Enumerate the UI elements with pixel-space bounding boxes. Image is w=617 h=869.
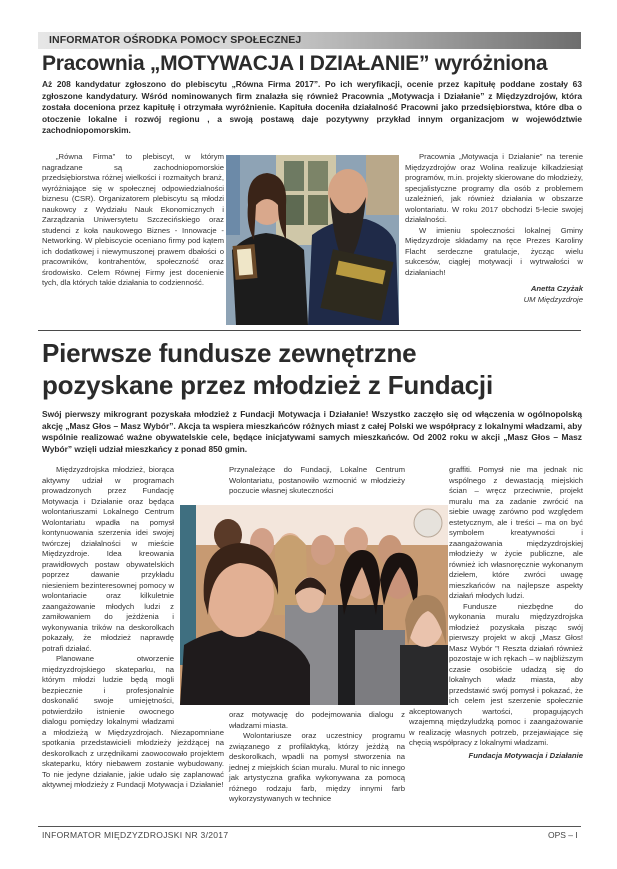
- article1-photo: [226, 155, 399, 325]
- article2-column-2-top: [229, 465, 405, 497]
- footer-divider: [38, 826, 581, 827]
- signature-name: Anetta Czyżak: [530, 284, 583, 293]
- signature-org: UM Międzyzdroje: [523, 294, 583, 304]
- article2-col1-paragraph-2: Planowane otworzenie międzyzdrojskiego skateparku, na którym młodzi ludzie będą mogli bezpiecznie i profesjonalnie doskonalić swoje umiejętności, potwierdziło istnienie owocnego dialogu pomiędzy lokalnymi władzami a młodzieżą w Międzyzdrojach. Niezapomniane spotkania przedstawicieli młodzieży jeżdżącej na deskorolkach z urzędnikami zaowocowało projektem skateparku, który niebawem zostanie wybudowany. To nie jedyne działanie, jakie udało się zaplanować aktywnej młodzieży z Fundacji Motywacja i Działanie!: [42, 654, 224, 789]
- signature-org: Fundacja Motywacja i Działanie: [468, 750, 583, 760]
- article2-col2-bottom-paragraph-1: oraz motywację do podejmowania dialogu z władzami miasta.: [229, 710, 405, 730]
- article2-col2-top-text: Przynależące do Fundacji, Lokalne Centrum Wolontariatu, postanowiło wzmocnić w młodzieży poczucie własnej skuteczności: [229, 465, 405, 495]
- article2-col2-bottom-paragraph-2: Wolontariusze oraz uczestnicy programu związanego z profilaktyką, którzy jeżdżą na deskorolkach, wpadli na pomysł stworzenia na jednej z miejskich ścian muralu. Mural to nic innego jak artystyczna grafika wykonywana za pomocą różnego rodzaju farb, między innymi farb wykorzystywanych w technice: [229, 731, 405, 803]
- article2-title-line1: Pierwsze fundusze zewnętrzne: [42, 338, 417, 368]
- article2-column-2-bottom: [229, 710, 405, 805]
- article2-col3-paragraph-1: graffiti. Pomysł nie ma jednak nic wspólnego z dewastacją miejskich ścian – wręcz przeciwnie, projekt muralu ma za zadanie zwrócić na siebie uwagę zarówno pod względem estetycznym, ale i treści – ma on być symbolem kreatywności i zaangażowania międzyzdrojskiej młodzieży w życie publiczne, ale również ich własnoręcznie wykonanym dziełem, które zwróci uwagę mieszkańców na najlepsze aspekty działań młodych ludzi.: [449, 465, 583, 600]
- article1-right-paragraph-1: Pracownia „Motywacja i Działanie” na terenie Międzyzdrojów oraz Wolina realizuje kilkadziesiąt programów, m.in. projekty skierowane do młodzieży, specjalistyczne programy dla osób z problemem uzależnień, jak również działania w obszarze wolontariatu. W roku 2017 obchodzi 5-lecie swojej działalności.: [405, 152, 583, 224]
- footer-page-number: OPS – I: [548, 830, 578, 840]
- footer-publication: INFORMATOR MIĘDZYZDROJSKI NR 3/2017: [42, 830, 229, 840]
- article1-left-paragraph: „Równa Firma” to plebiscyt, w którym nagradzane są zachodniopomorskie przedsiębiorstwa różnej wielkości i rozmaitych branż, wyróżniające się w społecznej odpowiedzialności biznesu (CSR). Organizatorem plebiscytu są młodzi naukowcy z Wydziału Nauk Ekonomicznych i Zarządzania Uniwersytetu Szczecińskiego oraz studenci z koła naukowego Biznes - Innowacje - Networking. W plebiscycie oceniano firmy pod kątem ich dodatkowej i niewymuszonej prawem dbałości o pracowników, kontrahentów, społeczność oraz środowisko. Celem Równej Firmy jest docenienie tych, dla których takie działania to codzienność.: [42, 152, 224, 287]
- article2-title: [42, 337, 587, 401]
- section-label: INFORMATOR OŚRODKA POMOCY SPOŁECZNEJ: [49, 34, 302, 46]
- youth-group-selfie-photo-icon: [180, 505, 448, 705]
- article1-column-left: [42, 152, 224, 289]
- article1-signature: [405, 284, 583, 305]
- article1-right-paragraph-2: W imieniu społeczności lokalnej Gminy Międzyzdroje składamy na ręce Prezes Karoliny Flacht serdeczne gratulacje, życząc wielu sukcesów, ciągłej motywacji i wytrwałości w działaniach!: [405, 225, 583, 277]
- article1-title: Pracownia „MOTYWACJA I DZIAŁANIE” wyróżniona: [42, 52, 548, 75]
- article2-col3-paragraph-2: Fundusze niezbędne do wykonania muralu międzyzdrojska młodzież pozyskała pisząc swój pierwszy projekt w akcji „Masz Głos! Masz Wybór ”! Reszta działań również pozostaje w ich rękach – w najbliższym czasie osobiście udadzą się do lokalnych władz miasta, aby przedstawić swój pomysł i pokazać, że ich celem jest szerzenie społecznie akceptowanych wartości, propagujących wzajemną międzyludzką pomoc i zaangażowanie w realizację własnych potrzeb, przejawiające się chęcią współpracy z lokalnymi władzami.: [409, 601, 583, 747]
- award-winners-photo-icon: [226, 155, 399, 325]
- article2-title-line2: pozyskane przez młodzież z Fundacji: [42, 370, 493, 400]
- article2-photo: [180, 505, 448, 705]
- article1-column-right: [405, 152, 583, 305]
- article2-signature: [409, 751, 583, 762]
- article2-lead: Swój pierwszy mikrogrant pozyskała młodzież z Fundacji Motywacja i Działanie! Wszystko zaczęło się od włączenia w ogólnopolską akcję „Masz Głos – Masz Wybór”. Akcja ta wspiera mieszkańców różnych miast z całej Polski we współpracy z lokalnymi władzami, aby wspólnie realizować ważne obywatelskie cele, będące inicjatywami samych mieszkańców. Od 2002 roku w akcji „Masz Głos – Masz Wybór” wzięli udział mieszkańcy z ponad 850 gmin.: [42, 409, 582, 454]
- article2-col1-paragraph-1: Międzyzdrojska młodzież, biorąca aktywny udział w programach prowadzonych przez Fundację Motywacja i Działanie oraz będąca wolontariuszami Lokalnego Centrum Wolontariatu wpadła na pomysł kontynuowania szerzenia idei swojej twórczej działalności w mieście Międzyzdroje. Idea kreowania prawidłowych postaw obywatelskich poprzez dawanie przykładu niesieniem bezinteresownej pomocy w wolontariacie oraz kilkuletnie zaangażowanie młodych ludzi z zamiłowaniem do jeżdżenia i wykonywania trików na deskorolkach pokazały, że młodzież naprawdę potrafi działać.: [42, 465, 174, 653]
- article1-lead: Aż 208 kandydatur zgłoszono do plebiscytu „Równa Firma 2017”. Po ich weryfikacji, ocenie przez kapitułę poddane zostały 63 zgłoszone kandydatury. Wśród nominowanych firm znalazła się również Pracownia „Motywacja i Działanie” z Międzyzdrojów, która została doceniona przez kapitułę i otrzymała wyróżnienie. Kapituła doceniła działalność Pracowni jako przedsiębiorstwa, które dba o otoczenie lokalne i rozwój regionu , a swoją postawą daje pozytywny przykład innym organizacjom w województwie zachodniopomorskim.: [42, 79, 582, 136]
- section-header-bar: [38, 32, 581, 49]
- article-divider: [38, 330, 581, 331]
